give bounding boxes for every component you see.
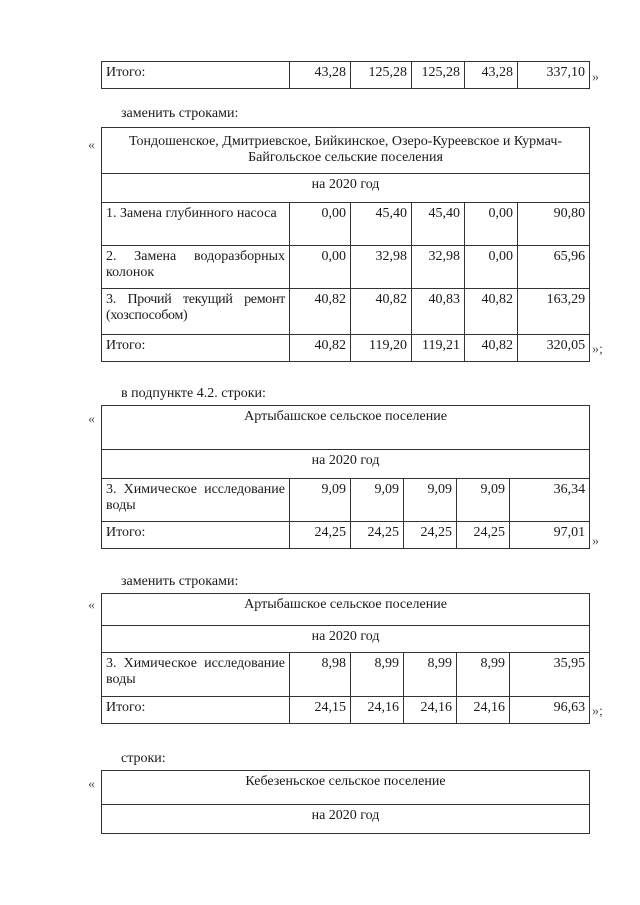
cell-value: 32,98 [412,246,465,289]
cell-value: 40,83 [412,289,465,335]
total-value: 24,25 [457,522,510,549]
row-label: 3. Химическое исследование воды [102,479,290,522]
region-header: Тондошенское, Дмитриевское, Бийкинское, Озеро-Куреевское и Курмач-Байгольское сельские поселения [102,128,590,174]
cell-value: 9,09 [351,479,404,522]
row-label: 1. Замена глубинного насоса [102,203,290,246]
row-label: 3. Прочий текущий ремонт (хозспособом) [102,289,290,335]
table-row-total [102,62,590,89]
cell-value: 0,00 [465,203,518,246]
region-header: Кебезеньское сельское поселение [102,771,590,805]
table-row [102,653,590,697]
table-row [102,203,590,246]
close-quote: » [592,534,599,549]
total-value: 96,63 [510,697,590,724]
cell-value: 45,40 [412,203,465,246]
cell-value: 45,40 [351,203,412,246]
total-value: 24,25 [404,522,457,549]
total-value: 97,01 [510,522,590,549]
total-value: 125,28 [351,62,412,89]
cell-value: 8,99 [351,653,404,697]
total-value: 125,28 [412,62,465,89]
year-header: на 2020 год [102,626,590,653]
cell-value: 35,95 [510,653,590,697]
cell-value: 40,82 [351,289,412,335]
cell-value: 40,82 [290,289,351,335]
table-4 [101,593,590,724]
cell-value: 9,09 [290,479,351,522]
total-value: 24,16 [457,697,510,724]
table-row [102,479,590,522]
phrase-in-subitem: в подпункте 4.2. строки: [121,386,266,401]
total-value: 337,10 [518,62,590,89]
cell-value: 0,00 [290,246,351,289]
total-value: 320,05 [518,335,590,362]
cell-value: 32,98 [351,246,412,289]
cell-value: 9,09 [457,479,510,522]
total-label: Итого: [102,62,290,89]
cell-value: 9,09 [404,479,457,522]
total-value: 24,15 [290,697,351,724]
cell-value: 65,96 [518,246,590,289]
table-row [102,289,590,335]
total-label: Итого: [102,522,290,549]
total-label: Итого: [102,697,290,724]
region-header: Артыбашское сельское поселение [102,594,590,626]
cell-value: 36,34 [510,479,590,522]
total-value: 119,20 [351,335,412,362]
cell-value: 0,00 [290,203,351,246]
year-header: на 2020 год [102,174,590,203]
close-quote: »; [592,342,603,357]
row-label: 2. Замена водоразборных колонок [102,246,290,289]
total-value: 24,16 [404,697,457,724]
cell-value: 90,80 [518,203,590,246]
table-row-total [102,522,590,549]
table-1 [101,61,590,89]
open-quote: « [88,777,95,792]
total-value: 43,28 [290,62,351,89]
phrase-replace-with: заменить строками: [121,574,239,589]
total-value: 43,28 [465,62,518,89]
total-label: Итого: [102,335,290,362]
year-header: на 2020 год [102,805,590,834]
table-3 [101,405,590,549]
close-quote: »; [592,704,603,719]
phrase-replace-with: заменить строками: [121,106,239,121]
table-row [102,246,590,289]
table-2 [101,127,590,362]
cell-value: 163,29 [518,289,590,335]
open-quote: « [88,412,95,427]
phrase-lines: строки: [121,751,166,766]
total-value: 24,16 [351,697,404,724]
region-header: Артыбашское сельское поселение [102,406,590,450]
row-label: 3. Химическое исследование воды [102,653,290,697]
total-value: 40,82 [465,335,518,362]
cell-value: 8,99 [457,653,510,697]
table-row-total [102,697,590,724]
table-row-total [102,335,590,362]
cell-value: 8,99 [404,653,457,697]
total-value: 119,21 [412,335,465,362]
total-value: 40,82 [290,335,351,362]
table-5 [101,770,590,834]
cell-value: 0,00 [465,246,518,289]
cell-value: 8,98 [290,653,351,697]
close-quote: » [592,70,599,85]
total-value: 24,25 [290,522,351,549]
open-quote: « [88,598,95,613]
cell-value: 40,82 [465,289,518,335]
year-header: на 2020 год [102,450,590,479]
total-value: 24,25 [351,522,404,549]
open-quote: « [88,138,95,153]
